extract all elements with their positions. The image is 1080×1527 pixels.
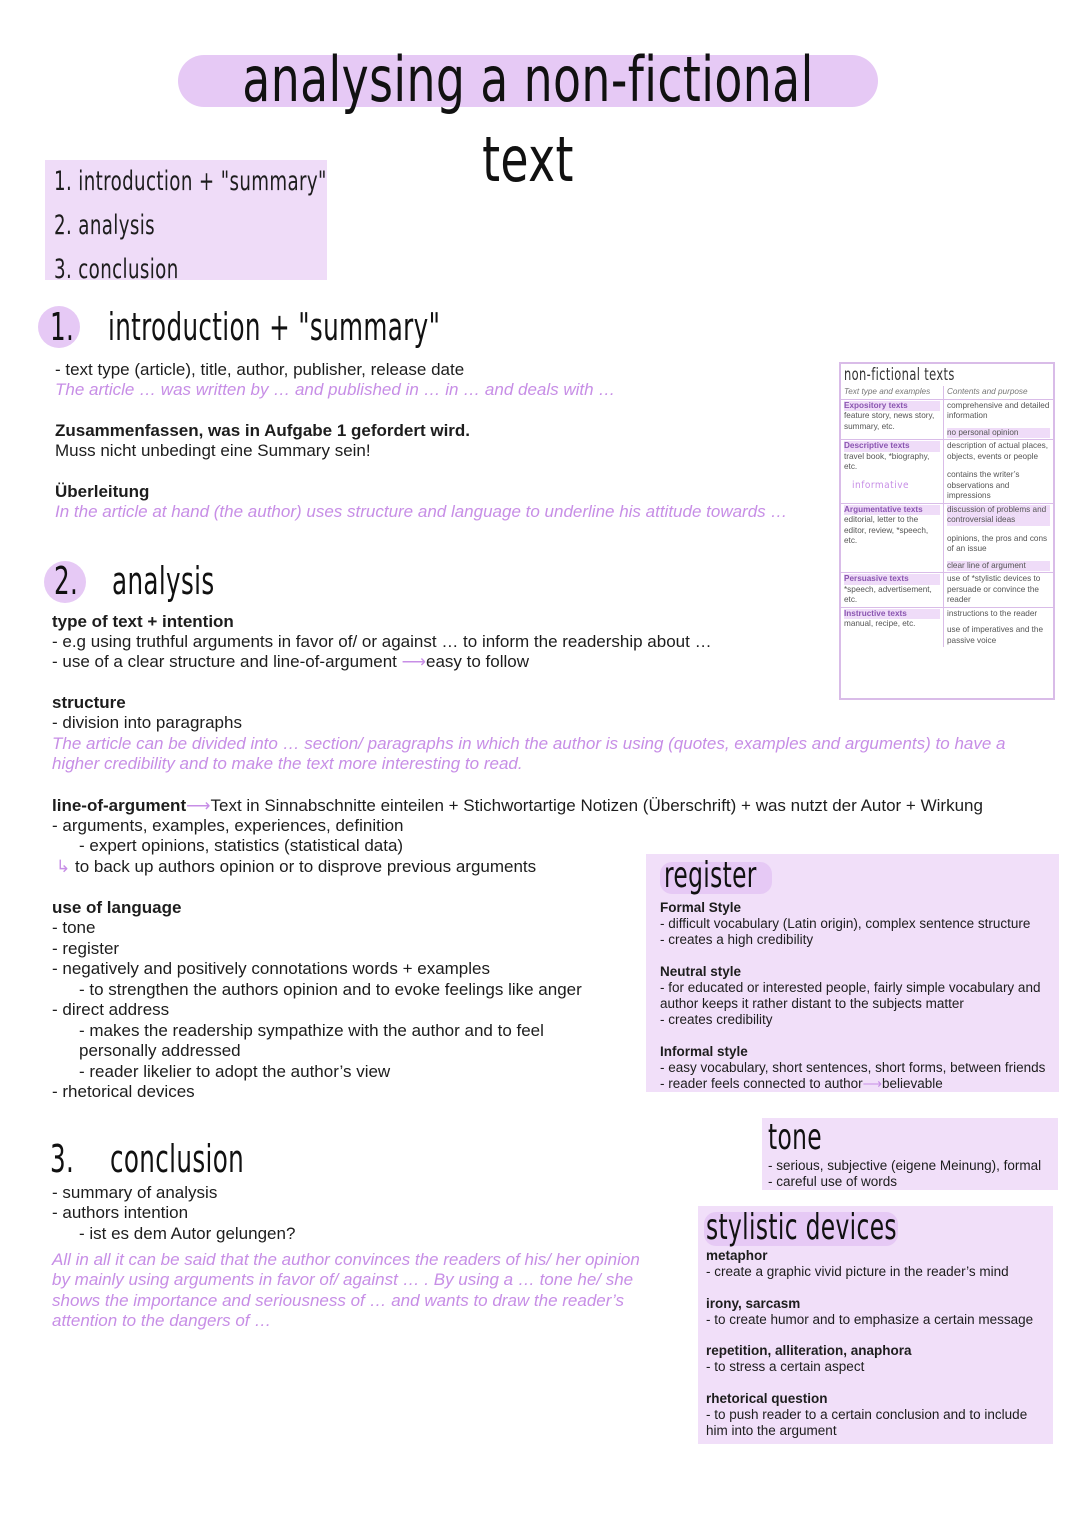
tone-box — [762, 1118, 1058, 1190]
text-line: him into the argument — [706, 1423, 837, 1438]
example-sentence: The article can be divided into … section/ paragraphs in which the author is using (quotes, examples and arguments) to have a — [52, 734, 1006, 753]
example-sentence: attention to the dangers of … — [52, 1311, 272, 1330]
text-line: - create a graphic vivid picture in the reader’s mind — [706, 1264, 1009, 1279]
register-box — [646, 854, 1059, 1092]
table-row — [841, 399, 1053, 440]
list-item: - to strengthen the authors opinion and to evoke feelings like anger — [79, 980, 582, 999]
example-sentence: All in all it can be said that the author convinces the readers of his/ her opinion — [52, 1250, 640, 1269]
table-row — [841, 573, 1053, 608]
subheading: type of text + intention — [52, 612, 234, 631]
text-line: - to stress a certain aspect — [706, 1359, 865, 1374]
text-line: - creates credibility — [660, 1012, 773, 1027]
text-type-name: Argumentative texts — [844, 505, 940, 516]
section-heading: analysis — [112, 559, 215, 603]
box-heading: tone — [768, 1117, 822, 1158]
text-line — [56, 857, 536, 877]
device-heading: repetition, alliteration, anaphora — [706, 1343, 912, 1358]
text-type-content: clear line of argument — [947, 561, 1050, 572]
text-line: - careful use of words — [768, 1174, 898, 1189]
text-line: author keeps it rather distant to the subjects matter — [660, 996, 964, 1011]
text-fragment: Text in Sinnabschnitte einteilen + Stichwortartige Notizen (Überschrift) + was nutzt der Autor + Wirkung — [210, 796, 983, 815]
text-line: - difficult vocabulary (Latin origin), complex sentence structure — [660, 916, 1031, 931]
text-line — [660, 1076, 943, 1092]
return-arrow-icon: ↳ — [56, 857, 71, 876]
informative-label: informative — [852, 479, 910, 491]
text-line: - arguments, examples, experiences, definition — [52, 816, 404, 835]
text-type-name: Expository texts — [844, 401, 940, 412]
text-line: - for educated or interested people, fairly simple vocabulary and — [660, 980, 1041, 995]
list-item: - direct address — [52, 1000, 170, 1019]
text-line: - creates a high credibility — [660, 932, 814, 947]
text-type-content: no personal opinion — [947, 428, 1050, 439]
style-heading: Neutral style — [660, 964, 742, 979]
table-row — [841, 440, 1053, 504]
text-line: Muss nicht unbedingt eine Summary sein! — [55, 441, 371, 460]
text-line: - text type (article), title, author, publisher, release date — [55, 360, 465, 379]
example-sentence: shows the importance and seriousness of … and wants to draw the reader’s — [52, 1291, 625, 1310]
text-type-content: comprehensive and detailed information — [947, 400, 1050, 420]
device-heading: irony, sarcasm — [706, 1296, 801, 1311]
stylistic-devices-box — [698, 1206, 1053, 1444]
list-item: - register — [52, 939, 120, 958]
text-type-content: contains the writer’s observations and impressions — [947, 470, 1020, 500]
text-line — [52, 652, 529, 672]
section-number: 1. — [50, 305, 75, 349]
list-item: - ist es dem Autor gelungen? — [79, 1224, 296, 1243]
example-sentence: by mainly using arguments in favor of/ against … . By using a … tone he/ she — [52, 1270, 634, 1289]
arrow-right-icon: ⟶ — [862, 1076, 882, 1091]
subheading: Überleitung — [55, 482, 150, 501]
text-line: - e.g using truthful arguments in favor of/ or against … to inform the readership about … — [52, 632, 712, 651]
toc-item: 3. conclusion — [54, 254, 179, 285]
text-type-content: use of *stylistic devices to persuade or convince the reader — [947, 574, 1041, 604]
text-type-content: opinions, the pros and cons of an issue — [947, 533, 1048, 553]
section-heading: introduction + "summary" — [108, 305, 441, 349]
example-sentence: The article … was written by … and published in … in … and deals with … — [55, 380, 616, 399]
table-header: Text type and examples — [841, 386, 944, 399]
text-line: - to push reader to a certain conclusion and to include — [706, 1407, 1028, 1422]
table-of-contents — [45, 160, 327, 285]
list-item: - summary of analysis — [52, 1183, 218, 1202]
note-bold: Zusammenfassen, was in Aufgabe 1 gefordert wird. — [55, 421, 471, 440]
text-line: - serious, subjective (eigene Meinung), formal — [768, 1158, 1042, 1173]
text-line: - expert opinions, statistics (statistical data) — [79, 836, 404, 855]
toc-item: 1. introduction + "summary" — [54, 166, 327, 197]
text-types-table — [839, 362, 1055, 700]
text-fragment: easy to follow — [426, 652, 529, 671]
text-type-examples: feature story, news story, summary, etc. — [844, 411, 935, 431]
section-number: 3. — [50, 1137, 75, 1181]
table-header: Contents and purpose — [944, 386, 1054, 399]
text-type-examples: editorial, letter to the editor, review, *speech, etc. — [844, 515, 929, 545]
list-item: - rhetorical devices — [52, 1082, 195, 1101]
text-type-examples: *speech, advertisement, etc. — [844, 584, 932, 604]
style-heading: Formal Style — [660, 900, 742, 915]
text-fragment: - reader feels connected to author — [660, 1076, 863, 1091]
list-item: - negatively and positively connotations words + examples — [52, 959, 490, 978]
text-type-name: Instructive texts — [844, 609, 940, 620]
arrow-right-icon: ⟶ — [186, 796, 211, 815]
text-line — [52, 796, 983, 816]
example-sentence: In the article at hand (the author) uses structure and language to underline his attitude towards … — [55, 502, 788, 521]
list-item: - authors intention — [52, 1203, 189, 1222]
list-item: - tone — [52, 918, 96, 937]
list-item: personally addressed — [79, 1041, 241, 1060]
subheading: line-of-argument — [52, 796, 187, 815]
text-line: - to create humor and to emphasize a certain message — [706, 1312, 1034, 1327]
device-heading: metaphor — [706, 1248, 768, 1263]
subheading: use of language — [52, 898, 182, 917]
text-type-content: description of actual places, objects, events or people — [947, 441, 1049, 461]
text-type-content: discussion of problems and controversial ideas — [947, 505, 1050, 526]
subheading: structure — [52, 693, 126, 712]
table-row — [841, 503, 1053, 573]
device-heading: rhetorical question — [706, 1391, 828, 1406]
section-heading: conclusion — [110, 1137, 245, 1181]
text-type-examples: travel book, *biography, etc. — [844, 451, 930, 471]
box-heading: register — [664, 855, 757, 896]
text-type-content: use of imperatives and the passive voice — [947, 625, 1044, 645]
example-sentence: higher credibility and to make the text more interesting to read. — [52, 754, 523, 773]
list-item: - reader likelier to adopt the author’s view — [79, 1062, 391, 1081]
table-row — [841, 607, 1053, 647]
list-item: - makes the readership sympathize with the author and to feel — [79, 1021, 544, 1040]
text-fragment: believable — [882, 1076, 943, 1091]
text-type-examples: manual, recipe, etc. — [844, 619, 916, 628]
box-heading: stylistic devices — [706, 1207, 897, 1248]
page-title: analysing a non-fictional text — [242, 43, 814, 196]
text-fragment: to back up authors opinion or to disprove previous arguments — [74, 857, 537, 876]
text-line: - division into paragraphs — [52, 713, 242, 732]
style-heading: Informal style — [660, 1044, 748, 1059]
toc-item: 2. analysis — [54, 210, 156, 241]
text-type-content: instructions to the reader — [947, 608, 1038, 618]
text-fragment: - use of a clear structure and line-of-argument — [52, 652, 397, 671]
text-line: - easy vocabulary, short sentences, short forms, between friends — [660, 1060, 1046, 1075]
arrow-right-icon: ⟶ — [401, 652, 426, 671]
section-number: 2. — [54, 559, 79, 603]
text-type-name: Persuasive texts — [844, 574, 940, 585]
text-type-name: Descriptive texts — [844, 441, 940, 452]
table-title: non-fictional texts — [844, 365, 955, 385]
